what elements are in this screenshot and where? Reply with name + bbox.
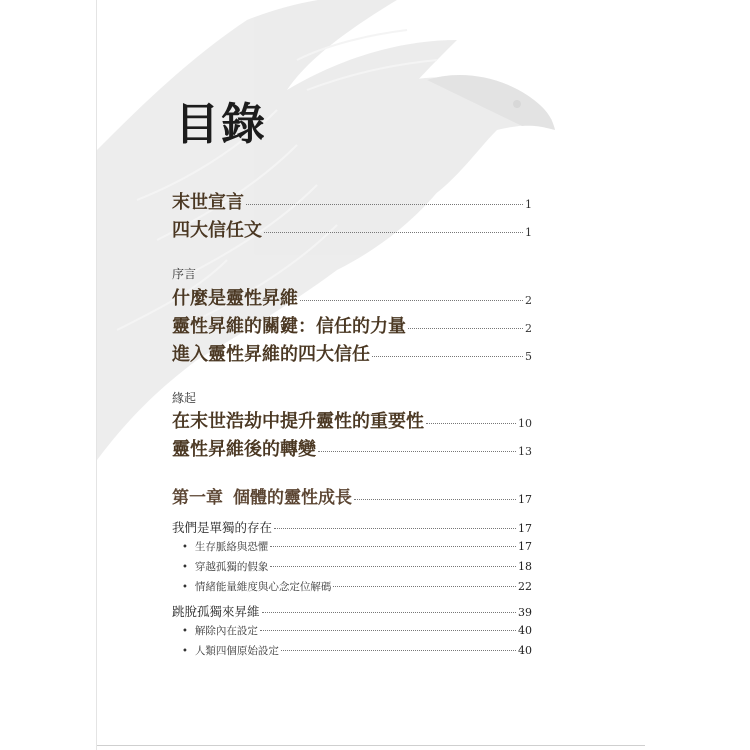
toc-entry-page: 18 (518, 560, 532, 573)
dot-leader (333, 586, 516, 587)
toc-entry-page: 13 (518, 445, 532, 458)
toc-entry[interactable] (172, 284, 532, 310)
toc-entry-page: 17 (518, 540, 532, 553)
toc-entry-title: 末世宣言 (172, 192, 244, 213)
toc-entry-page: 10 (518, 417, 532, 430)
bullet-icon: • (182, 542, 188, 553)
dot-leader (270, 566, 516, 567)
bullet-icon: • (182, 646, 188, 657)
toc-entry-title: 什麼是靈性昇維 (172, 288, 298, 309)
toc-entry-title: 在末世浩劫中提升靈性的重要性 (172, 411, 424, 432)
toc-section-entry[interactable] (172, 518, 532, 536)
toc-entry[interactable] (172, 188, 532, 214)
toc-subentry[interactable] (182, 539, 532, 554)
toc-entry[interactable] (172, 216, 532, 242)
toc-entry-title: 四大信任文 (172, 220, 262, 241)
toc-entry-title: 我們是單獨的存在 (172, 520, 273, 535)
chapter-number: 第一章 (172, 488, 223, 508)
chapter-heading (172, 483, 352, 508)
toc-entry-page: 17 (518, 522, 532, 535)
toc-entry-title: 靈性昇維後的轉變 (172, 439, 316, 460)
dot-leader (274, 528, 516, 529)
dot-leader (372, 356, 523, 357)
dot-leader (264, 232, 523, 233)
page-bottom-edge (97, 745, 645, 746)
toc-subentry[interactable] (182, 579, 532, 594)
toc-title: 目錄 (175, 99, 267, 150)
dot-leader (246, 204, 523, 205)
toc-entry-title: 靈性昇維的關鍵：信任的力量 (172, 316, 406, 337)
toc-entry[interactable] (172, 340, 532, 366)
toc-chapter-entry[interactable] (172, 483, 532, 508)
dot-leader (408, 328, 523, 329)
toc-entry-title: 解除內在設定 (194, 625, 258, 637)
dot-leader (281, 650, 516, 651)
chapter-title: 個體的靈性成長 (233, 488, 352, 508)
toc-entry-title: 穿越孤獨的假象 (194, 561, 269, 573)
toc-entry-page: 1 (525, 226, 532, 239)
dot-leader (270, 546, 516, 547)
section-label-preface: 序言 (172, 267, 197, 281)
dot-leader (426, 423, 516, 424)
bullet-icon: • (182, 582, 188, 593)
toc-entry-page: 5 (525, 350, 532, 363)
dot-leader (260, 630, 516, 631)
toc-entry-page: 22 (518, 580, 532, 593)
toc-entry-title: 跳脫孤獨來昇維 (172, 604, 260, 619)
toc-entry-title: 生存脈絡與恐懼 (194, 541, 269, 553)
toc-entry-title: 情緒能量維度與心念定位解碼 (194, 581, 332, 593)
toc-entry-title: 人類四個原始設定 (194, 645, 279, 657)
toc-subentry[interactable] (182, 559, 532, 574)
toc-entry-page: 40 (518, 624, 532, 637)
document-page (97, 0, 645, 750)
bullet-icon: • (182, 562, 188, 573)
toc-section-entry[interactable] (172, 602, 532, 620)
toc-entry-page: 1 (525, 198, 532, 211)
dot-leader (262, 612, 516, 613)
toc-entry[interactable] (172, 407, 532, 433)
dot-leader (354, 499, 516, 500)
toc-entry[interactable] (172, 435, 532, 461)
toc-entry[interactable] (172, 312, 532, 338)
bullet-icon: • (182, 626, 188, 637)
dot-leader (318, 451, 516, 452)
toc-entry-title: 進入靈性昇維的四大信任 (172, 344, 370, 365)
section-label-origin: 緣起 (172, 391, 197, 405)
toc-entry-page: 2 (525, 294, 532, 307)
dot-leader (300, 300, 523, 301)
toc-subentry[interactable] (182, 643, 532, 658)
toc-entry-page: 39 (518, 606, 532, 619)
toc-entry-page: 17 (518, 493, 532, 506)
toc-entry-page: 2 (525, 322, 532, 335)
toc-entry-page: 40 (518, 644, 532, 657)
toc-subentry[interactable] (182, 623, 532, 638)
